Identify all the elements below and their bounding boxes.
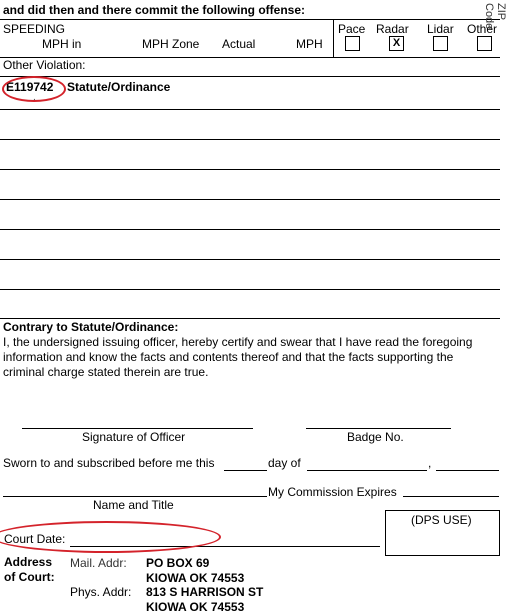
other-violation-label: Other Violation:	[3, 58, 86, 72]
divider	[333, 19, 334, 57]
court-date-highlight-oval	[0, 521, 221, 553]
blank-line	[0, 289, 500, 290]
divider	[0, 76, 500, 77]
lidar-checkbox[interactable]	[433, 36, 448, 51]
physical-address-label: Phys. Addr:	[70, 585, 132, 599]
blank-line	[0, 259, 500, 260]
blank-line	[0, 139, 500, 140]
statute-code: E119742	[6, 80, 54, 94]
commission-expires-line[interactable]	[403, 496, 499, 497]
sworn-month-line[interactable]	[307, 470, 427, 471]
actual-label: Actual	[222, 37, 256, 51]
contrary-title: Contrary to Statute/Ordinance:	[3, 320, 179, 334]
officer-signature-line[interactable]	[22, 428, 253, 429]
blank-line	[0, 109, 500, 110]
speeding-title: SPEEDING	[3, 22, 66, 36]
commission-expires-label: My Commission Expires	[268, 485, 397, 499]
lidar-label: Lidar	[427, 22, 454, 36]
sworn-year-line[interactable]	[436, 470, 499, 471]
statute-ordinance-label: Statute/Ordinance	[67, 80, 171, 94]
blank-line	[0, 229, 500, 230]
pace-label: Pace	[338, 22, 366, 36]
certification-line: I, the undersigned issuing officer, hereby certify and swear that I have read the foregoing	[3, 335, 473, 349]
statute-marker: .	[33, 92, 36, 103]
name-title-label: Name and Title	[93, 498, 174, 512]
pace-checkbox[interactable]	[345, 36, 360, 51]
physical-address-line1: 813 S HARRISON ST	[146, 585, 264, 599]
badge-number-label: Badge No.	[347, 430, 404, 444]
offense-heading: and did then and there commit the following offense:	[3, 3, 306, 17]
zip-code-side-label: ZIP Code	[483, 3, 507, 30]
radar-label: Radar	[376, 22, 409, 36]
dps-use-label: (DPS USE)	[411, 513, 472, 527]
sworn-day-line[interactable]	[224, 470, 267, 471]
statute-code-highlight-oval	[2, 76, 66, 102]
mph-zone-label: MPH Zone	[142, 37, 200, 51]
address-of-court-label: of Court:	[4, 570, 55, 584]
court-date-label: Court Date:	[4, 532, 66, 546]
certification-line: criminal charge stated therein are true.	[3, 365, 209, 379]
other-label: Other	[467, 22, 498, 36]
dps-use-box	[385, 510, 500, 556]
certification-line: information and know the facts and contents thereof and that the facts supporting the	[3, 350, 454, 364]
sworn-text: Sworn to and subscribed before me this	[3, 456, 215, 470]
blank-line	[0, 169, 500, 170]
day-of-label: day of	[268, 456, 301, 470]
other-checkbox[interactable]	[477, 36, 492, 51]
officer-signature-label: Signature of Officer	[82, 430, 186, 444]
radar-checkbox[interactable]: X	[389, 36, 404, 51]
divider	[0, 19, 500, 20]
address-of-court-label: Address	[4, 555, 53, 569]
blank-line	[0, 199, 500, 200]
name-title-line[interactable]	[3, 496, 267, 497]
mail-address-line1: PO BOX 69	[146, 556, 210, 570]
mph-in-label: MPH in	[42, 37, 82, 51]
mail-address-label: Mail. Addr:	[70, 556, 127, 570]
mph-label: MPH	[296, 37, 323, 51]
physical-address-line2: KIOWA OK 74553	[146, 600, 245, 614]
sworn-comma: ,	[428, 456, 432, 470]
mail-address-line2: KIOWA OK 74553	[146, 571, 245, 585]
badge-number-line[interactable]	[306, 428, 451, 429]
blank-line	[0, 318, 500, 319]
